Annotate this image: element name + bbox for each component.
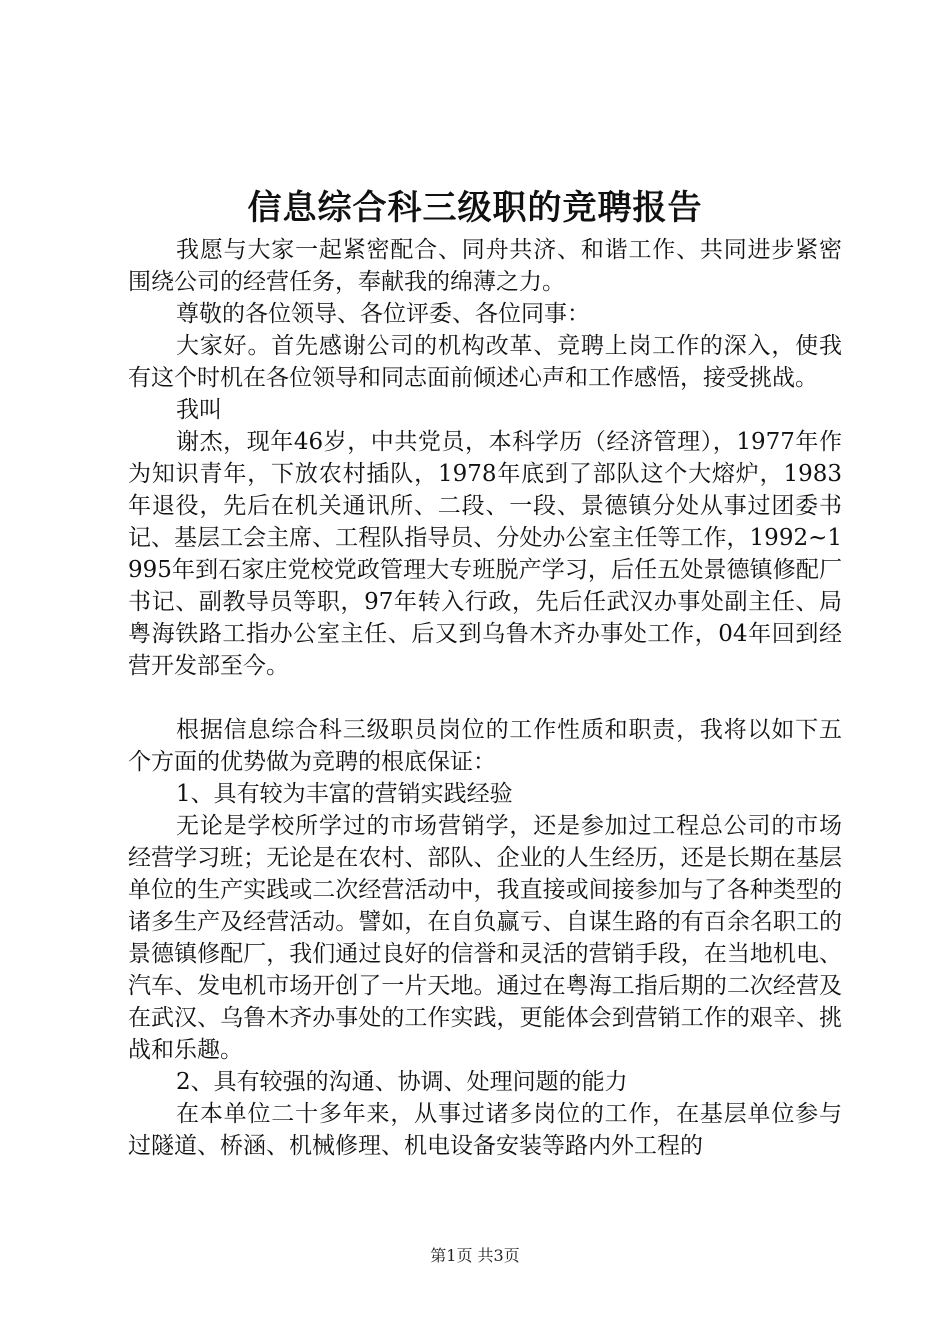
paragraph-salutation: 尊敬的各位领导、各位评委、各位同事： (176, 301, 590, 327)
paragraph-name-intro: 我叫 (176, 397, 222, 423)
section-heading-1: 1、具有较为丰富的营销实践经验 (176, 781, 513, 807)
paragraph-work-history: 在本单位二十多年来，从事过诸多岗位的工作，在基层单位参与过隧道、桥涵、机械修理、机电设备安装等路内外工程的 (128, 1101, 842, 1159)
paragraph-greeting: 大家好。首先感谢公司的机构改革、竞聘上岗工作的深入，使我有这个时机在各位领导和同志面前倾述心声和工作感悟，接受挑战。 (128, 333, 842, 391)
section-heading-2: 2、具有较强的沟通、协调、处理问题的能力 (176, 1069, 628, 1095)
paragraph-advantages-intro: 根据信息综合科三级职员岗位的工作性质和职责，我将以如下五个方面的优势做为竞聘的根底保证： (128, 717, 842, 775)
page-number-footer: 第1页 共3页 (430, 1246, 520, 1265)
document-title: 信息综合科三级职的竞聘报告 (247, 188, 703, 228)
paragraph-biography: 谢杰，现年46岁，中共党员，本科学历（经济管理），1977年作为知识青年，下放农村插队，1978年底到了部队这个大熔炉，1983年退役，先后在机关通讯所、二段、一段、景德镇分处从事过团委书记、基层工会主席、工程队指导员、分处办公室主任等工作，1992~1995年到石家庄党校党政管理大专班脱产学习，后任五处景德镇修配厂书记、副教导员等职，97年转入行政，先后任武汉办事处副主任、局粤海铁路工指办公室主任、后又到乌鲁木齐办事处工作，04年回到经营开发部至今。 (128, 429, 842, 679)
document-body (128, 234, 842, 1162)
paragraph-marketing-experience: 无论是学校所学过的市场营销学，还是参加过工程总公司的市场经营学习班；无论是在农村、部队、企业的人生经历，还是长期在基层单位的生产实践或二次经营活动中，我直接或间接参加与了各种类型的诸多生产及经营活动。譬如，在自负赢亏、自谋生路的有百余名职工的景德镇修配厂，我们通过良好的信誉和灵活的营销手段，在当地机电、汽车、发电机市场开创了一片天地。通过在粤海工指后期的二次经营及在武汉、乌鲁木齐办事处的工作实践，更能体会到营销工作的艰辛、挑战和乐趣。 (128, 813, 842, 1063)
paragraph-intro: 我愿与大家一起紧密配合、同舟共济、和谐工作、共同进步紧密围绕公司的经营任务，奉献我的绵薄之力。 (128, 237, 842, 295)
